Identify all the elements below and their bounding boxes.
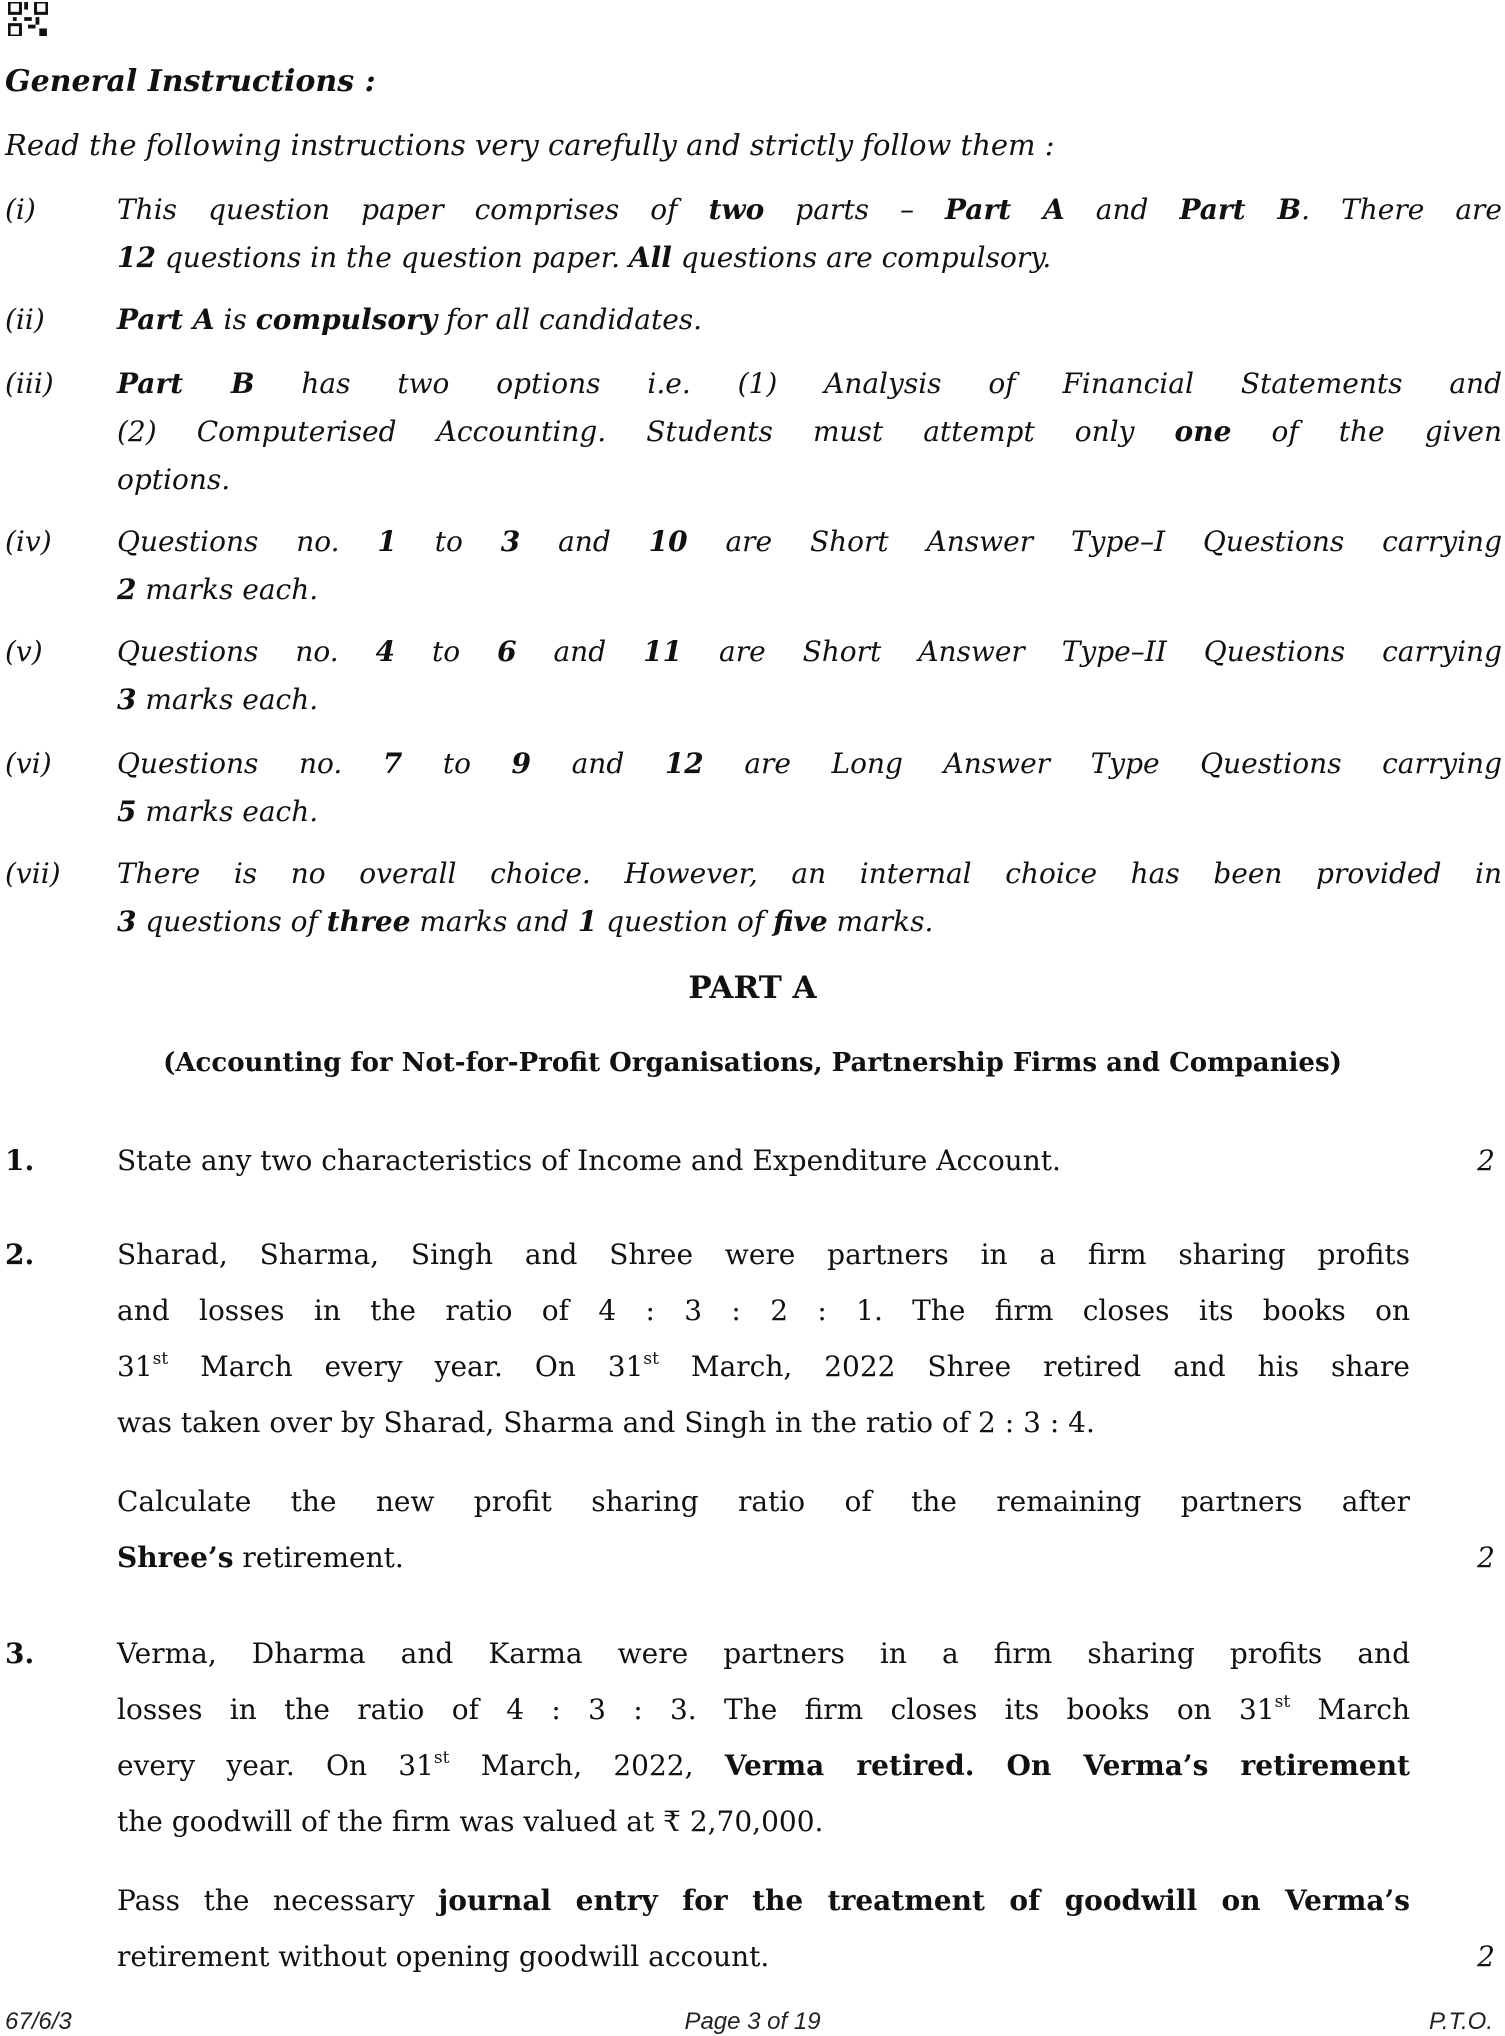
text-line (117, 1626, 1410, 1682)
question-number: 1. (5, 1144, 35, 1177)
text-line (117, 1395, 1410, 1451)
text-segment: the goodwill of the firm was valued at ₹ 2,70,000. (117, 1805, 824, 1838)
text-segment: retirement. (233, 1541, 404, 1574)
bold-text: 7 (382, 747, 403, 780)
text-segment: . There are (1301, 193, 1502, 226)
text-segment: March, 2022, (449, 1749, 725, 1782)
bold-text: Part A (945, 193, 1065, 226)
text-segment: marks each. (136, 795, 319, 828)
text-segment: March (1290, 1693, 1410, 1726)
superscript: st (152, 1349, 169, 1369)
text-segment: State any two characteristics of Income and Expenditure Account. (117, 1144, 1061, 1177)
bold-text: 2 (117, 573, 137, 606)
question-number: 2. (5, 1238, 35, 1271)
instructions-intro: Read the following instructions very carefully and strictly follow them : (5, 128, 1055, 162)
instruction-number: (v) (5, 635, 43, 668)
text-segment: 31 (117, 1350, 153, 1383)
pto-note: P.T.O. (1428, 2008, 1493, 2035)
bold-text: five (773, 905, 828, 938)
text-segment: Pass the necessary (117, 1884, 439, 1917)
text-segment: question of (597, 905, 774, 938)
superscript: st (1274, 1692, 1291, 1712)
text-segment: March every year. On 31 (168, 1350, 644, 1383)
text-segment: is (214, 303, 256, 336)
text-line (117, 408, 1502, 456)
text-segment: Sharad, Sharma, Singh and Shree were partners in a firm sharing profits (117, 1238, 1410, 1271)
text-segment: has two options i.e. (1) Analysis of Financial Statements and (254, 367, 1502, 400)
bold-text: Part B (1179, 193, 1302, 226)
text-segment: questions of (136, 905, 327, 938)
text-segment: Verma, Dharma and Karma were partners in a firm sharing profits and (117, 1637, 1410, 1670)
text-line (117, 1474, 1410, 1530)
text-line (117, 676, 1502, 724)
bold-text: two (708, 193, 765, 226)
bold-text: 3 (117, 683, 137, 716)
instructions-title: General Instructions : (5, 64, 376, 99)
text-line (117, 1227, 1410, 1283)
bold-text: 1 (577, 905, 598, 938)
text-segment: was taken over by Sharad, Sharma and Singh in the ratio of 2 : 3 : 4. (117, 1406, 1095, 1439)
text-line (117, 518, 1502, 566)
text-line (117, 740, 1502, 788)
bold-text: Part A (117, 303, 215, 336)
text-line (117, 1682, 1410, 1738)
qr-code-icon (8, 2, 48, 36)
text-segment: marks. (827, 905, 934, 938)
text-line (117, 1133, 1410, 1189)
text-line (117, 788, 1502, 836)
instruction-number: (vi) (5, 747, 52, 780)
text-segment: questions are compulsory. (671, 241, 1052, 274)
text-segment: There is no overall choice. However, an internal choice has been provided in (117, 857, 1502, 890)
text-line (117, 456, 1502, 504)
text-line (117, 1873, 1410, 1929)
text-segment: to (402, 747, 512, 780)
paper-code: 67/6/3 (5, 2008, 72, 2035)
text-line (117, 186, 1502, 234)
superscript: st (643, 1349, 659, 1369)
bold-text: All (628, 241, 672, 274)
part-subtitle: (Accounting for Not-for-Profit Organisations, Partnership Firms and Companies) (163, 1048, 1342, 1078)
marks-label: 2 (1477, 1144, 1495, 1177)
text-segment: every year. On 31 (117, 1749, 434, 1782)
superscript: st (433, 1748, 450, 1768)
question-number: 3. (5, 1637, 35, 1670)
text-line (117, 1530, 1410, 1586)
text-segment: are Short Answer Type–I Questions carrying (687, 525, 1502, 558)
bold-text: journal entry for the treatment of goodwill on Verma’s (438, 1884, 1411, 1917)
text-line (117, 1283, 1410, 1339)
text-line (117, 1929, 1410, 1985)
instruction-number: (iv) (5, 525, 52, 558)
text-line (117, 898, 1502, 946)
bold-text: 12 (117, 241, 156, 274)
text-segment: options. (117, 463, 231, 496)
bold-text: three (326, 905, 411, 938)
bold-text: 3 (117, 905, 137, 938)
bold-text: 11 (643, 635, 683, 668)
text-segment: parts – (764, 193, 945, 226)
bold-text: Shree’s (117, 1541, 234, 1574)
bold-text: Verma retired. On Verma’s retirement (724, 1749, 1410, 1782)
text-segment: and (520, 525, 649, 558)
text-segment: and (516, 635, 644, 668)
text-segment: and losses in the ratio of 4 : 3 : 2 : 1. The firm closes its books on (117, 1294, 1410, 1327)
text-segment: and (1064, 193, 1180, 226)
text-segment: to (395, 635, 498, 668)
text-line (117, 628, 1502, 676)
text-segment: to (396, 525, 501, 558)
text-line (117, 296, 1502, 344)
bold-text: compulsory (255, 303, 438, 336)
bold-text: one (1174, 415, 1232, 448)
part-title: PART A (688, 970, 817, 1006)
text-line (117, 234, 1502, 282)
text-segment: Questions no. (117, 525, 378, 558)
marks-label: 2 (1477, 1940, 1495, 1973)
text-segment: of the given (1231, 415, 1502, 448)
text-segment: for all candidates. (437, 303, 703, 336)
text-segment: Questions no. (117, 635, 376, 668)
bold-text: 5 (117, 795, 137, 828)
text-line (117, 360, 1502, 408)
bold-text: 10 (648, 525, 688, 558)
text-line (117, 1738, 1410, 1794)
text-segment: Questions no. (117, 747, 383, 780)
bold-text: 3 (500, 525, 521, 558)
text-segment: and (531, 747, 665, 780)
text-segment: marks and (410, 905, 578, 938)
bold-text: 6 (497, 635, 517, 668)
text-segment: are Long Answer Type Questions carrying (703, 747, 1503, 780)
bold-text: Part B (117, 367, 255, 400)
text-segment: questions in the question paper. (155, 241, 629, 274)
instruction-number: (vii) (5, 857, 61, 890)
page-number: Page 3 of 19 (684, 2008, 821, 2035)
bold-text: 9 (511, 747, 532, 780)
text-segment: marks each. (136, 573, 319, 606)
instruction-number: (ii) (5, 303, 45, 336)
text-line (117, 566, 1502, 614)
text-line (117, 850, 1502, 898)
bold-text: 1 (377, 525, 397, 558)
text-segment: March, 2022 Shree retired and his share (658, 1350, 1410, 1383)
text-line (117, 1339, 1410, 1395)
instruction-number: (iii) (5, 367, 54, 400)
text-segment: marks each. (136, 683, 319, 716)
text-segment: retirement without opening goodwill account. (117, 1940, 770, 1973)
text-segment: are Short Answer Type–II Questions carrying (682, 635, 1502, 668)
text-segment: (2) Computerised Accounting. Students must attempt only (117, 415, 1175, 448)
text-segment: This question paper comprises of (117, 193, 709, 226)
bold-text: 4 (375, 635, 396, 668)
instruction-number: (i) (5, 193, 36, 226)
bold-text: 12 (664, 747, 704, 780)
text-segment: Calculate the new profit sharing ratio of the remaining partners after (117, 1485, 1410, 1518)
marks-label: 2 (1477, 1541, 1495, 1574)
text-line (117, 1794, 1410, 1850)
text-segment: losses in the ratio of 4 : 3 : 3. The firm closes its books on 31 (117, 1693, 1275, 1726)
